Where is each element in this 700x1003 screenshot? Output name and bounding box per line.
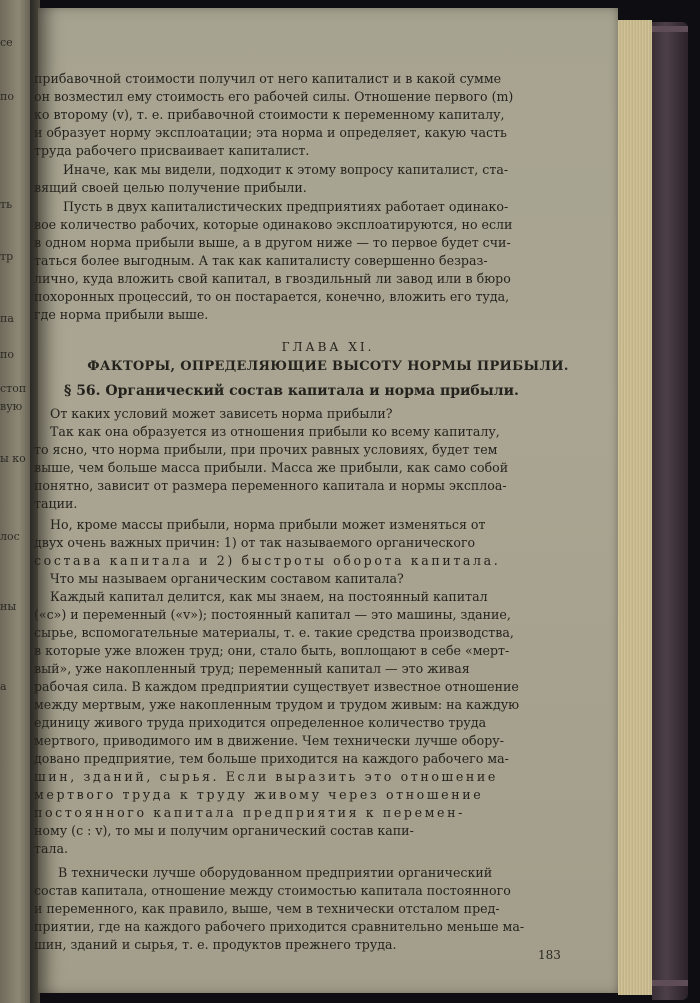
text-line: похоронных процессий, то он постарается, конечно, вложить его туда, [34, 289, 510, 304]
text-line: Пусть в двух капиталистических предприятиях работает одинако- [63, 199, 509, 214]
text-line: сырье, вспомогательные материалы, т. е. такие средства производства, [34, 625, 514, 640]
text-line: в одном норма прибыли выше, а в другом ниже — то первое будет счи- [34, 235, 511, 250]
left-page-fragment: тр [0, 250, 14, 263]
text-line: прибавочной стоимости получил от него капиталист и в какой сумме [34, 71, 502, 86]
left-page-fragment: се [0, 36, 13, 49]
text-line: ному (c : v), то мы и получим органический состав капи- [34, 823, 414, 838]
text-line: и образует норму эксплоатации; эта норма и определяет, какую часть [34, 125, 507, 140]
text-line spaced-line: постоянного капитала предприятия к перемен- [34, 805, 465, 820]
text-line: тации. [34, 496, 78, 511]
left-page-fragment: по [0, 90, 14, 103]
text-line: где норма прибыли выше. [34, 307, 209, 322]
text-line: От каких условий может зависеть норма прибыли? [50, 406, 393, 421]
chapter-label: ГЛАВА XI. [281, 340, 375, 354]
section-title: § 56. Органический состав капитала и норма прибыли. [64, 383, 519, 399]
text-line: понятно, зависит от размера переменного капитала и нормы эксплоа- [34, 478, 507, 493]
page-edges [618, 20, 652, 995]
text-line: труда рабочего присваивает капиталист. [34, 143, 310, 158]
text-line: рабочая сила. В каждом предприятии существует известное отношение [34, 679, 519, 694]
text-line: то ясно, что норма прибыли, при прочих равных условиях, будет тем [34, 442, 498, 457]
left-page-fragment: ны [0, 600, 17, 613]
text-line: В технически лучше оборудованном предприятии органический [58, 865, 493, 880]
text-line spaced-line: мертвого труда к труду живому через отношение [34, 787, 484, 802]
left-page-fragment: лос [0, 530, 20, 543]
text-line: он возместил ему стоимость его рабочей силы. Отношение первого (m) [34, 89, 514, 104]
text-line: («с») и переменный («v»); постоянный капитал — это машины, здание, [34, 607, 511, 622]
text-line: довано предприятие, тем больше приходится на каждого рабочего ма- [34, 751, 509, 766]
text-line spaced-line: состава капитала и 2) быстроты оборота капитала. [34, 553, 501, 568]
text-line: в которые уже вложен труд; они, стало быть, воплощают в себе «мерт- [34, 643, 510, 658]
book-page [34, 8, 618, 993]
text-line: между мертвым, уже накопленным трудом и трудом живым: на каждую [34, 697, 520, 712]
left-page-fragment: стоп [0, 382, 27, 395]
text-line: Так как она образуется из отношения прибыли ко всему капиталу, [50, 424, 500, 439]
page-number: 183 [538, 948, 561, 962]
left-page-fragment: па [0, 312, 14, 325]
text-line: Каждый капитал делится, как мы знаем, на постоянный капитал [50, 589, 488, 604]
text-line: ко второму (v), т. е. прибавочной стоимости к переменному капиталу, [34, 107, 505, 122]
text-line: шин, зданий и сырья, т. е. продуктов прежнего труда. [34, 937, 397, 952]
cover-band [652, 980, 688, 986]
text-line: лично, куда вложить свой капитал, в гвоздильный ли завод или в бюро [34, 271, 511, 286]
chapter-title: ФАКТОРЫ, ОПРЕДЕЛЯЮЩИЕ ВЫСОТУ НОРМЫ ПРИБЫЛИ. [87, 359, 569, 374]
book-cover [652, 22, 688, 1000]
text-line: и переменного, как правило, выше, чем в технически отсталом пред- [34, 901, 500, 916]
text-line: единицу живого труда приходится определенное количество труда [34, 715, 487, 730]
left-page-fragment: ы ко [0, 452, 26, 465]
text-line: тала. [34, 841, 68, 856]
text-line spaced-line: шин, зданий, сырья. Если выразить это отношение [34, 769, 498, 784]
text-line: вое количество рабочих, которые одинаково эксплоатируются, но если [34, 217, 513, 232]
text-line: Что мы называем органическим составом капитала? [50, 571, 404, 586]
text-line: выше, чем больше масса прибыли. Масса же прибыли, как само собой [34, 460, 509, 475]
text-line: Иначе, как мы видели, подходит к этому вопросу капиталист, ста- [63, 162, 509, 177]
text-line: вый», уже накопленный труд; переменный капитал — это живая [34, 661, 470, 676]
text-line: состав капитала, отношение между стоимостью капитала постоянного [34, 883, 511, 898]
left-page-fragment: ть [0, 198, 13, 211]
cover-band [652, 26, 688, 32]
text-line: Но, кроме массы прибыли, норма прибыли может изменяться от [50, 517, 486, 532]
left-facing-page [0, 0, 34, 1003]
left-page-fragment: вую [0, 400, 23, 413]
text-line: таться более выгодным. А так как капиталисту совершенно безраз- [34, 253, 488, 268]
text-line spaced-line: двух очень важных причин: 1) от так называемого органического [34, 535, 476, 550]
text-line: вящий своей целью получение прибыли. [34, 180, 307, 195]
text-line: мертвого, приводимого им в движение. Чем технически лучше обору- [34, 733, 504, 748]
text-line: приятии, где на каждого рабочего приходится сравнительно меньше ма- [34, 919, 525, 934]
left-page-fragment: а [0, 680, 7, 693]
left-page-fragment: по [0, 348, 14, 361]
